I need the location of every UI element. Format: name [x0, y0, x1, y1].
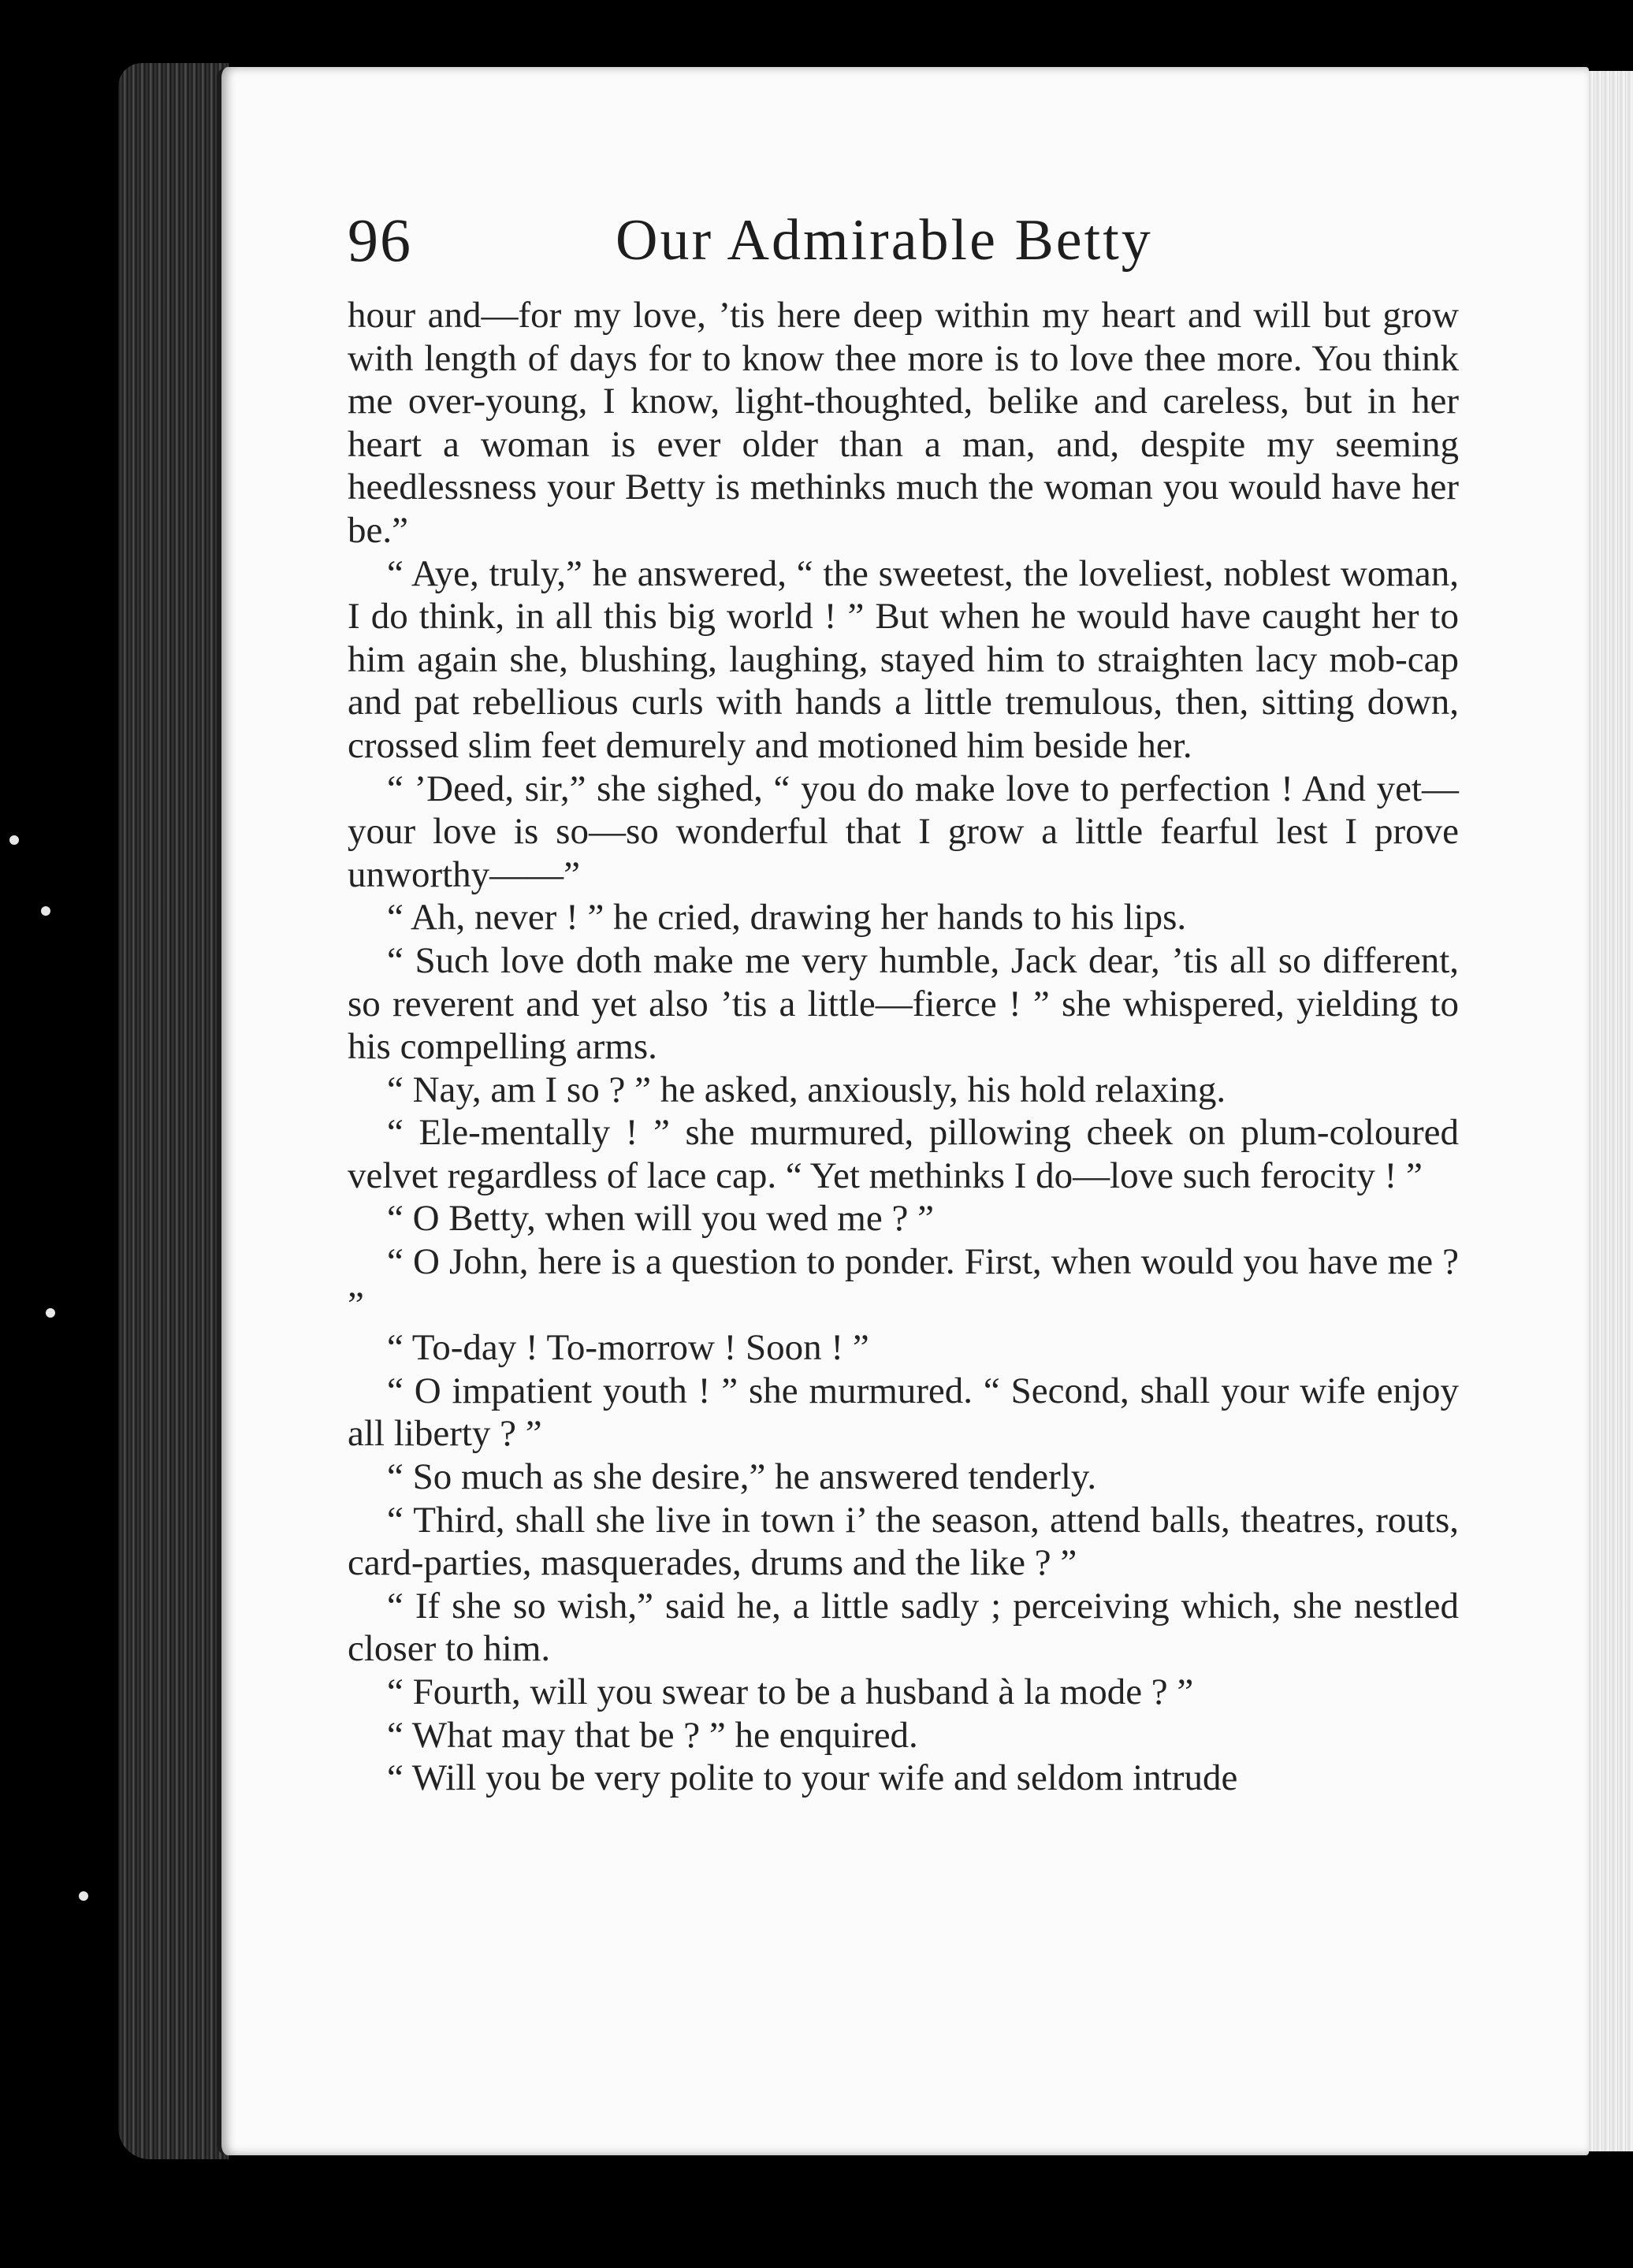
paragraph: “ ’Deed, sir,” she sighed, “ you do make love to perfection ! And yet—your love is so—so wonderful that I grow a little fearful lest I prove unworthy——”: [348, 768, 1459, 895]
paragraph: “ Such love doth make me very humble, Jack dear, ’tis all so different, so reverent and yet also ’tis a little—fierce ! ” she whispered, yielding to his compelling arms.: [348, 939, 1459, 1068]
paragraph: “ Aye, truly,” he answered, “ the sweetest, the loveliest, noblest woman, I do think, in all this big world ! ” But when he would have caught her to him again she, blushing, laughing, stayed him to straighten lacy mob-cap and pat rebellious curls with hands a little tremulous, then, sitting down, crossed slim feet demurely and motioned him beside her.: [348, 552, 1459, 766]
book-page: [217, 67, 1589, 2155]
paragraph: hour and—for my love, ’tis here deep within my heart and will but grow with length of days for to know thee more is to love thee more. You think me over-young, I know, light-thoughted, belike and careless, but in her heart a woman is ever older than a man, and, despite my seeming heedlessness your Betty is methinks much the woman you would have her be.”: [348, 295, 1459, 551]
paragraph: “ What may that be ? ” he enquired.: [387, 1714, 918, 1756]
book-page-edges: [118, 63, 229, 2159]
paragraph: “ Third, shall she live in town i’ the season, attend balls, theatres, routs, card-parties, masquerades, drums and the like ? ”: [348, 1499, 1459, 1584]
paragraph: “ O Betty, when will you wed me ? ”: [387, 1198, 934, 1240]
scan-speck: [46, 1308, 55, 1318]
paragraph: “ Ele-mentally ! ” she murmured, pillowing cheek on plum-coloured velvet regardless of lace cap. “ Yet methinks I do—love such ferocity ! ”: [348, 1112, 1459, 1196]
paragraph: “ If she so wish,” said he, a little sadly ; perceiving which, she nestled closer to him.: [348, 1585, 1459, 1670]
facing-page-edge: [1584, 71, 1633, 2151]
running-head: [348, 193, 1459, 288]
book-title: Our Admirable Betty: [616, 208, 1153, 273]
paragraph: “ Fourth, will you swear to be a husband à la mode ? ”: [387, 1671, 1194, 1712]
paragraph: “ So much as she desire,” he answered tenderly.: [387, 1456, 1097, 1498]
paragraph: “ Will you be very polite to your wife and seldom intrude: [387, 1757, 1238, 1799]
scan-speck: [41, 906, 50, 916]
paragraph: “ Ah, never ! ” he cried, drawing her hands to his lips.: [387, 897, 1187, 939]
body-text: [348, 294, 1459, 1800]
paragraph: “ Nay, am I so ? ” he asked, anxiously, his hold relaxing.: [387, 1069, 1226, 1110]
paragraph: “ O impatient youth ! ” she murmured. “ Second, shall your wife enjoy all liberty ? ”: [348, 1370, 1459, 1455]
page-content: [348, 193, 1459, 1800]
scan-speck: [79, 1891, 88, 1901]
scan-speck: [9, 835, 19, 845]
paragraph: “ To-day ! To-morrow ! Soon ! ”: [387, 1327, 869, 1369]
page-number: 96: [348, 206, 412, 274]
paragraph: “ O John, here is a question to ponder. First, when would you have me ? ”: [348, 1241, 1459, 1325]
